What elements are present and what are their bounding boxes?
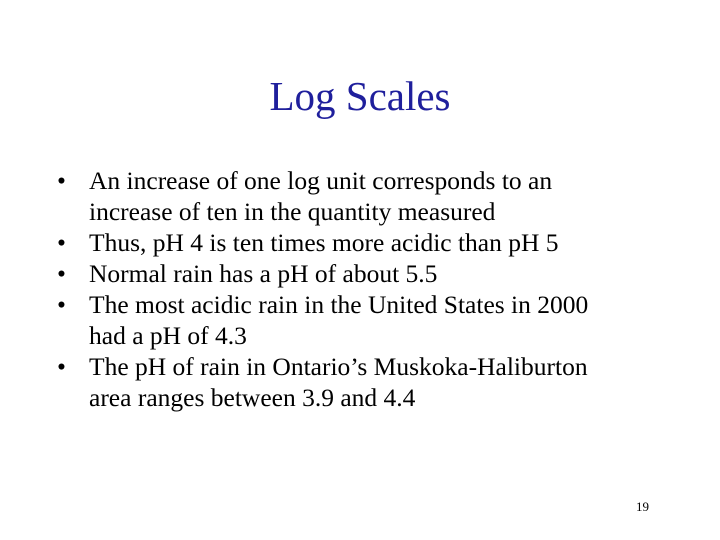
bullet-icon: •	[57, 259, 66, 288]
bullet-list	[57, 165, 677, 413]
bullet-item	[57, 227, 677, 258]
bullet-line: had a pH of 4.3	[89, 321, 247, 350]
bullet-line: The most acidic rain in the United States in 2000	[89, 290, 589, 319]
bullet-line: Thus, pH 4 is ten times more acidic than pH 5	[89, 228, 559, 257]
bullet-item	[57, 258, 677, 289]
page-number: 19	[636, 499, 649, 514]
bullet-item	[57, 351, 677, 413]
bullet-icon: •	[57, 290, 66, 319]
slide-title: Log Scales	[269, 73, 451, 119]
bullet-line: area ranges between 3.9 and 4.4	[89, 383, 416, 412]
bullet-icon: •	[57, 352, 66, 381]
bullet-line: The pH of rain in Ontario’s Muskoka-Haliburton	[89, 352, 588, 381]
bullet-item	[57, 289, 677, 351]
bullet-icon: •	[57, 228, 66, 257]
bullet-item	[57, 165, 677, 227]
bullet-line: Normal rain has a pH of about 5.5	[89, 259, 438, 288]
bullet-line: increase of ten in the quantity measured	[89, 197, 496, 226]
bullet-icon: •	[57, 166, 66, 195]
bullet-line: An increase of one log unit corresponds to an	[89, 166, 553, 195]
